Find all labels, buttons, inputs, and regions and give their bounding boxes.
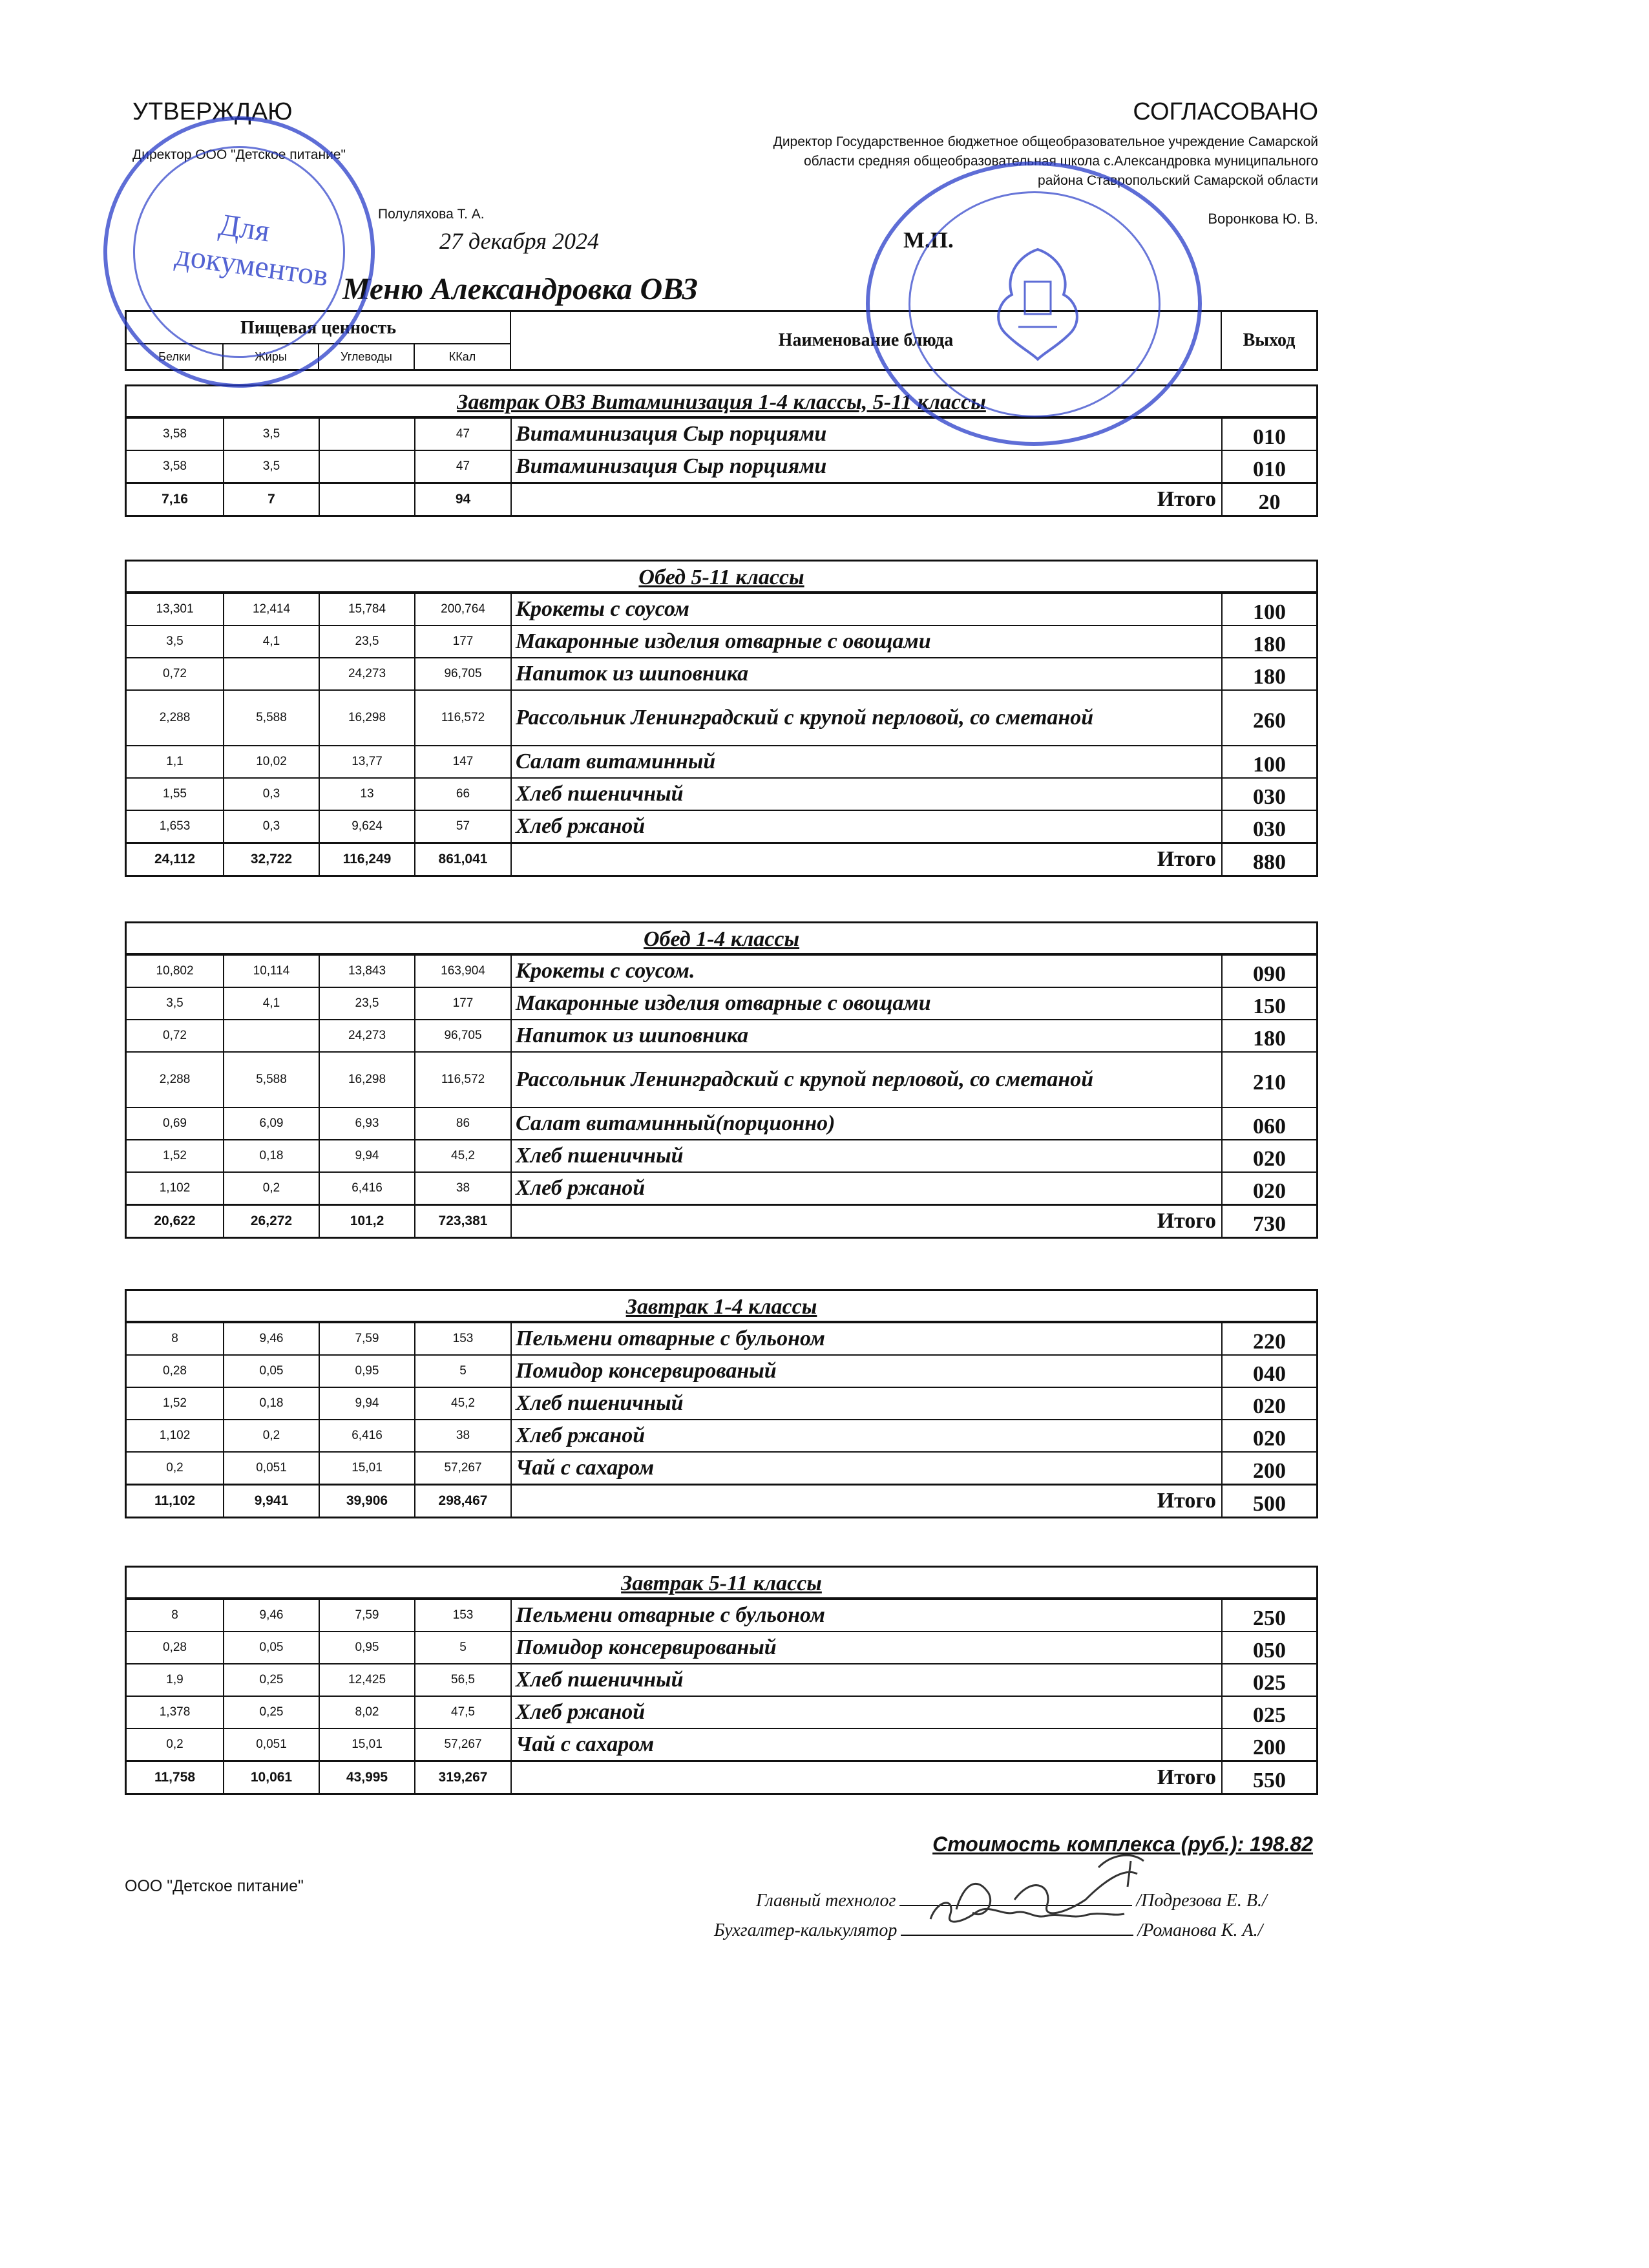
output-cell: 060 — [1222, 1108, 1316, 1140]
protein-cell: 3,58 — [127, 450, 224, 483]
dish-cell: Макаронные изделия отварные с овощами — [511, 625, 1222, 658]
total-kcal: 94 — [415, 483, 511, 516]
protein-cell: 0,28 — [127, 1355, 224, 1387]
total-fat: 7 — [224, 483, 319, 516]
protein-cell: 2,288 — [127, 1052, 224, 1108]
carbs-cell: 9,94 — [319, 1387, 415, 1420]
protein-cell: 2,288 — [127, 690, 224, 746]
nutrition-header: Пищевая ценность — [127, 312, 511, 344]
dish-cell: Хлеб пшеничный — [511, 1387, 1222, 1420]
fat-cell: 6,09 — [224, 1108, 319, 1140]
kcal-cell: 86 — [415, 1108, 511, 1140]
approve-name: Полуляхова Т. А. — [378, 207, 485, 222]
table-row — [127, 1452, 1316, 1485]
section-table — [127, 954, 1316, 1237]
document-title: Меню Александровка ОВЗ — [342, 272, 698, 306]
dish-cell: Макаронные изделия отварные с овощами — [511, 987, 1222, 1020]
kcal-cell: 177 — [415, 987, 511, 1020]
menu-section — [125, 1566, 1318, 1795]
total-label: Итого — [511, 1485, 1222, 1517]
agree-role-line: района Ставропольский Самарской области — [1038, 173, 1318, 188]
protein-cell: 0,69 — [127, 1108, 224, 1140]
accountant-signature — [905, 1887, 1150, 1938]
total-label: Итого — [511, 1205, 1222, 1237]
dish-cell: Крокеты с соусом. — [511, 955, 1222, 987]
fat-cell: 0,25 — [224, 1696, 319, 1728]
dish-cell: Пельмени отварные с бульоном — [511, 1323, 1222, 1355]
kcal-cell: 96,705 — [415, 658, 511, 690]
table-row — [127, 1323, 1316, 1355]
output-cell: 200 — [1222, 1452, 1316, 1485]
tech-name: /Подрезова Е. В./ — [1136, 1891, 1267, 1911]
dish-cell: Чай с сахаром — [511, 1452, 1222, 1485]
accountant-role: Бухгалтер-калькулятор — [714, 1920, 898, 1940]
carbs-cell: 15,01 — [319, 1728, 415, 1761]
total-protein: 11,758 — [127, 1761, 224, 1794]
protein-cell: 10,802 — [127, 955, 224, 987]
section-title: Завтрак ОВЗ Витаминизация 1-4 классы, 5-11 классы — [127, 386, 1316, 417]
carbs-cell: 23,5 — [319, 625, 415, 658]
carbs-cell: 15,01 — [319, 1452, 415, 1485]
output-cell: 210 — [1222, 1052, 1316, 1108]
output-cell: 040 — [1222, 1355, 1316, 1387]
table-row — [127, 593, 1316, 625]
dish-cell: Хлеб ржаной — [511, 810, 1222, 843]
output-cell: 020 — [1222, 1387, 1316, 1420]
kcal-cell: 116,572 — [415, 690, 511, 746]
kcal-cell: 5 — [415, 1355, 511, 1387]
total-kcal: 723,381 — [415, 1205, 511, 1237]
kcal-cell: 45,2 — [415, 1140, 511, 1172]
kcal-cell: 38 — [415, 1172, 511, 1205]
carbs-cell: 15,784 — [319, 593, 415, 625]
protein-cell: 3,5 — [127, 987, 224, 1020]
table-row — [127, 1696, 1316, 1728]
fat-cell: 5,588 — [224, 1052, 319, 1108]
output-cell: 025 — [1222, 1664, 1316, 1696]
emblem-icon — [980, 236, 1096, 366]
total-protein: 11,102 — [127, 1485, 224, 1517]
dish-cell: Витаминизация Сыр порциями — [511, 418, 1222, 450]
total-fat: 9,941 — [224, 1485, 319, 1517]
menu-section — [125, 560, 1318, 877]
fat-cell: 9,46 — [224, 1599, 319, 1632]
complex-cost: Стоимость комплекса (руб.): 198.82 — [932, 1832, 1313, 1856]
total-output: 20 — [1222, 483, 1316, 516]
protein-header: Белки — [127, 344, 224, 369]
fat-cell: 0,05 — [224, 1355, 319, 1387]
carbs-cell: 13,843 — [319, 955, 415, 987]
table-row — [127, 1728, 1316, 1761]
output-cell: 100 — [1222, 746, 1316, 778]
kcal-cell: 5 — [415, 1632, 511, 1664]
table-row — [127, 1140, 1316, 1172]
output-cell: 030 — [1222, 778, 1316, 810]
table-row — [127, 1052, 1316, 1108]
output-cell: 180 — [1222, 625, 1316, 658]
table-row — [127, 810, 1316, 843]
kcal-cell: 177 — [415, 625, 511, 658]
protein-cell: 1,102 — [127, 1420, 224, 1452]
dish-cell: Напиток из шиповника — [511, 658, 1222, 690]
output-cell: 250 — [1222, 1599, 1316, 1632]
table-row — [127, 450, 1316, 483]
dish-cell: Хлеб пшеничный — [511, 1140, 1222, 1172]
fat-cell: 10,02 — [224, 746, 319, 778]
fat-cell — [224, 1020, 319, 1052]
dish-cell: Помидор консервированый — [511, 1355, 1222, 1387]
section-table — [127, 417, 1316, 515]
mp-label: М.П. — [903, 227, 954, 253]
carbs-cell: 9,624 — [319, 810, 415, 843]
agree-block — [478, 98, 1318, 191]
kcal-cell: 47 — [415, 450, 511, 483]
dish-cell: Помидор консервированый — [511, 1632, 1222, 1664]
carbs-cell: 0,95 — [319, 1355, 415, 1387]
table-row — [127, 1172, 1316, 1205]
protein-cell: 1,55 — [127, 778, 224, 810]
total-kcal: 319,267 — [415, 1761, 511, 1794]
output-cell: 020 — [1222, 1172, 1316, 1205]
table-row — [127, 658, 1316, 690]
carbs-cell: 6,93 — [319, 1108, 415, 1140]
output-cell: 020 — [1222, 1420, 1316, 1452]
dish-cell: Рассольник Ленинградский с крупой перловой, со сметаной — [511, 1052, 1222, 1108]
dish-cell: Напиток из шиповника — [511, 1020, 1222, 1052]
total-fat: 32,722 — [224, 843, 319, 876]
total-row — [127, 1485, 1316, 1517]
kcal-cell: 47 — [415, 418, 511, 450]
output-cell: 200 — [1222, 1728, 1316, 1761]
fat-cell: 0,05 — [224, 1632, 319, 1664]
kcal-cell: 153 — [415, 1323, 511, 1355]
kcal-cell: 57,267 — [415, 1728, 511, 1761]
table-row — [127, 1599, 1316, 1632]
fat-cell: 0,18 — [224, 1387, 319, 1420]
total-output: 730 — [1222, 1205, 1316, 1237]
dish-cell: Хлеб ржаной — [511, 1420, 1222, 1452]
output-header: Выход — [1243, 330, 1296, 350]
carbs-cell: 0,95 — [319, 1632, 415, 1664]
protein-cell: 0,2 — [127, 1452, 224, 1485]
carbs-cell: 24,273 — [319, 658, 415, 690]
fat-cell: 3,5 — [224, 418, 319, 450]
output-cell: 050 — [1222, 1632, 1316, 1664]
total-label: Итого — [511, 483, 1222, 516]
fat-cell: 3,5 — [224, 450, 319, 483]
carbs-cell: 24,273 — [319, 1020, 415, 1052]
total-label: Итого — [511, 843, 1222, 876]
protein-cell: 0,72 — [127, 1020, 224, 1052]
output-cell: 020 — [1222, 1140, 1316, 1172]
fat-cell — [224, 658, 319, 690]
section-title: Завтрак 1-4 классы — [127, 1291, 1316, 1322]
section-title: Обед 1-4 классы — [127, 923, 1316, 954]
dish-cell: Хлеб ржаной — [511, 1696, 1222, 1728]
table-row — [127, 625, 1316, 658]
total-label: Итого — [511, 1761, 1222, 1794]
total-fat: 26,272 — [224, 1205, 319, 1237]
protein-cell: 3,5 — [127, 625, 224, 658]
protein-cell: 13,301 — [127, 593, 224, 625]
carbs-header: Углеводы — [319, 344, 415, 369]
carbs-cell — [319, 450, 415, 483]
dish-cell: Салат витаминный — [511, 746, 1222, 778]
approve-role: Директор ООО "Детское питание" — [132, 147, 346, 162]
fat-cell: 0,3 — [224, 810, 319, 843]
carbs-cell: 8,02 — [319, 1696, 415, 1728]
table-row — [127, 1632, 1316, 1664]
fat-cell: 4,1 — [224, 625, 319, 658]
protein-cell: 0,72 — [127, 658, 224, 690]
kcal-cell: 57 — [415, 810, 511, 843]
table-row — [127, 1355, 1316, 1387]
table-row — [127, 418, 1316, 450]
total-row — [127, 843, 1316, 876]
kcal-cell: 66 — [415, 778, 511, 810]
carbs-cell: 12,425 — [319, 1664, 415, 1696]
document-date: 27 декабря 2024 — [439, 228, 599, 254]
kcal-cell: 56,5 — [415, 1664, 511, 1696]
protein-cell: 1,653 — [127, 810, 224, 843]
stamp-label: Для документов — [173, 207, 331, 293]
table-row — [127, 778, 1316, 810]
protein-cell: 1,378 — [127, 1696, 224, 1728]
table-row — [127, 955, 1316, 987]
carbs-cell: 7,59 — [319, 1599, 415, 1632]
total-carbs: 101,2 — [319, 1205, 415, 1237]
protein-cell: 8 — [127, 1599, 224, 1632]
table-row — [127, 1420, 1316, 1452]
fat-cell: 0,051 — [224, 1728, 319, 1761]
fat-cell: 0,3 — [224, 778, 319, 810]
company-name: ООО "Детское питание" — [125, 1877, 304, 1895]
output-cell: 260 — [1222, 690, 1316, 746]
table-row — [127, 746, 1316, 778]
kcal-cell: 38 — [415, 1420, 511, 1452]
output-cell: 010 — [1222, 418, 1316, 450]
dish-cell: Салат витаминный(порционно) — [511, 1108, 1222, 1140]
dish-cell: Витаминизация Сыр порциями — [511, 450, 1222, 483]
table-row — [127, 1387, 1316, 1420]
kcal-cell: 153 — [415, 1599, 511, 1632]
output-cell: 220 — [1222, 1323, 1316, 1355]
output-cell: 180 — [1222, 658, 1316, 690]
carbs-cell: 6,416 — [319, 1420, 415, 1452]
fat-cell: 9,46 — [224, 1323, 319, 1355]
total-output: 550 — [1222, 1761, 1316, 1794]
total-carbs — [319, 483, 415, 516]
dish-cell: Крокеты с соусом — [511, 593, 1222, 625]
menu-section — [125, 1289, 1318, 1518]
total-output: 500 — [1222, 1485, 1316, 1517]
school-stamp — [866, 162, 1202, 446]
fat-cell: 12,414 — [224, 593, 319, 625]
total-row — [127, 483, 1316, 516]
total-output: 880 — [1222, 843, 1316, 876]
fat-cell: 4,1 — [224, 987, 319, 1020]
table-row — [127, 1020, 1316, 1052]
menu-section — [125, 921, 1318, 1239]
kcal-cell: 116,572 — [415, 1052, 511, 1108]
fat-cell: 0,051 — [224, 1452, 319, 1485]
fat-cell: 0,18 — [224, 1140, 319, 1172]
agree-role-line: области средняя общеобразовательная школа с.Александровка муниципального — [803, 154, 1318, 169]
output-cell: 180 — [1222, 1020, 1316, 1052]
dish-header: Наименование блюда — [511, 312, 1222, 369]
output-cell: 025 — [1222, 1696, 1316, 1728]
dish-cell: Хлеб пшеничный — [511, 778, 1222, 810]
total-fat: 10,061 — [224, 1761, 319, 1794]
agree-role-line: Директор Государственное бюджетное общеобразовательное учреждение Самарской — [773, 134, 1318, 149]
carbs-cell: 6,416 — [319, 1172, 415, 1205]
fat-header: Жиры — [224, 344, 319, 369]
carbs-cell: 23,5 — [319, 987, 415, 1020]
section-title: Завтрак 5-11 классы — [127, 1568, 1316, 1599]
fat-cell: 0,2 — [224, 1420, 319, 1452]
total-kcal: 861,041 — [415, 843, 511, 876]
agree-title: СОГЛАСОВАНО — [1133, 98, 1318, 125]
dish-cell: Рассольник Ленинградский с крупой перловой, со сметаной — [511, 690, 1222, 746]
table-row — [127, 987, 1316, 1020]
section-table — [127, 1322, 1316, 1517]
kcal-cell: 200,764 — [415, 593, 511, 625]
agree-role — [478, 132, 1318, 191]
total-row — [127, 1205, 1316, 1237]
dish-cell: Пельмени отварные с бульоном — [511, 1599, 1222, 1632]
protein-cell: 8 — [127, 1323, 224, 1355]
approve-title: УТВЕРЖДАЮ — [132, 98, 293, 125]
protein-cell: 1,1 — [127, 746, 224, 778]
section-table — [127, 1599, 1316, 1793]
fat-cell: 0,2 — [224, 1172, 319, 1205]
output-cell: 010 — [1222, 450, 1316, 483]
carbs-cell: 13 — [319, 778, 415, 810]
kcal-cell: 163,904 — [415, 955, 511, 987]
table-row — [127, 1108, 1316, 1140]
kcal-cell: 45,2 — [415, 1387, 511, 1420]
total-carbs: 39,906 — [319, 1485, 415, 1517]
protein-cell: 0,2 — [127, 1728, 224, 1761]
output-cell: 090 — [1222, 955, 1316, 987]
accountant-name: /Романова К. А./ — [1137, 1920, 1263, 1940]
kcal-cell: 57,267 — [415, 1452, 511, 1485]
kcal-cell: 147 — [415, 746, 511, 778]
carbs-cell: 13,77 — [319, 746, 415, 778]
dish-cell: Чай с сахаром — [511, 1728, 1222, 1761]
total-protein: 7,16 — [127, 483, 224, 516]
fat-cell: 10,114 — [224, 955, 319, 987]
output-cell: 100 — [1222, 593, 1316, 625]
output-cell: 150 — [1222, 987, 1316, 1020]
protein-cell: 1,9 — [127, 1664, 224, 1696]
total-protein: 24,112 — [127, 843, 224, 876]
fat-cell: 5,588 — [224, 690, 319, 746]
carbs-cell: 16,298 — [319, 690, 415, 746]
section-table — [127, 593, 1316, 875]
protein-cell: 3,58 — [127, 418, 224, 450]
kcal-cell: 96,705 — [415, 1020, 511, 1052]
tech-role: Главный технолог — [756, 1891, 896, 1911]
carbs-cell: 16,298 — [319, 1052, 415, 1108]
section-title: Обед 5-11 классы — [127, 562, 1316, 593]
total-protein: 20,622 — [127, 1205, 224, 1237]
dish-cell: Хлеб пшеничный — [511, 1664, 1222, 1696]
protein-cell: 1,52 — [127, 1387, 224, 1420]
total-carbs: 116,249 — [319, 843, 415, 876]
fat-cell: 0,25 — [224, 1664, 319, 1696]
table-row — [127, 690, 1316, 746]
dish-cell: Хлеб ржаной — [511, 1172, 1222, 1205]
total-kcal: 298,467 — [415, 1485, 511, 1517]
output-cell: 030 — [1222, 810, 1316, 843]
total-carbs: 43,995 — [319, 1761, 415, 1794]
carbs-cell: 9,94 — [319, 1140, 415, 1172]
kcal-header: ККал — [415, 344, 511, 369]
carbs-cell: 7,59 — [319, 1323, 415, 1355]
table-row — [127, 1664, 1316, 1696]
carbs-cell — [319, 418, 415, 450]
protein-cell: 1,52 — [127, 1140, 224, 1172]
total-row — [127, 1761, 1316, 1794]
protein-cell: 1,102 — [127, 1172, 224, 1205]
kcal-cell: 47,5 — [415, 1696, 511, 1728]
protein-cell: 0,28 — [127, 1632, 224, 1664]
agree-name: Воронкова Ю. В. — [1208, 211, 1318, 227]
